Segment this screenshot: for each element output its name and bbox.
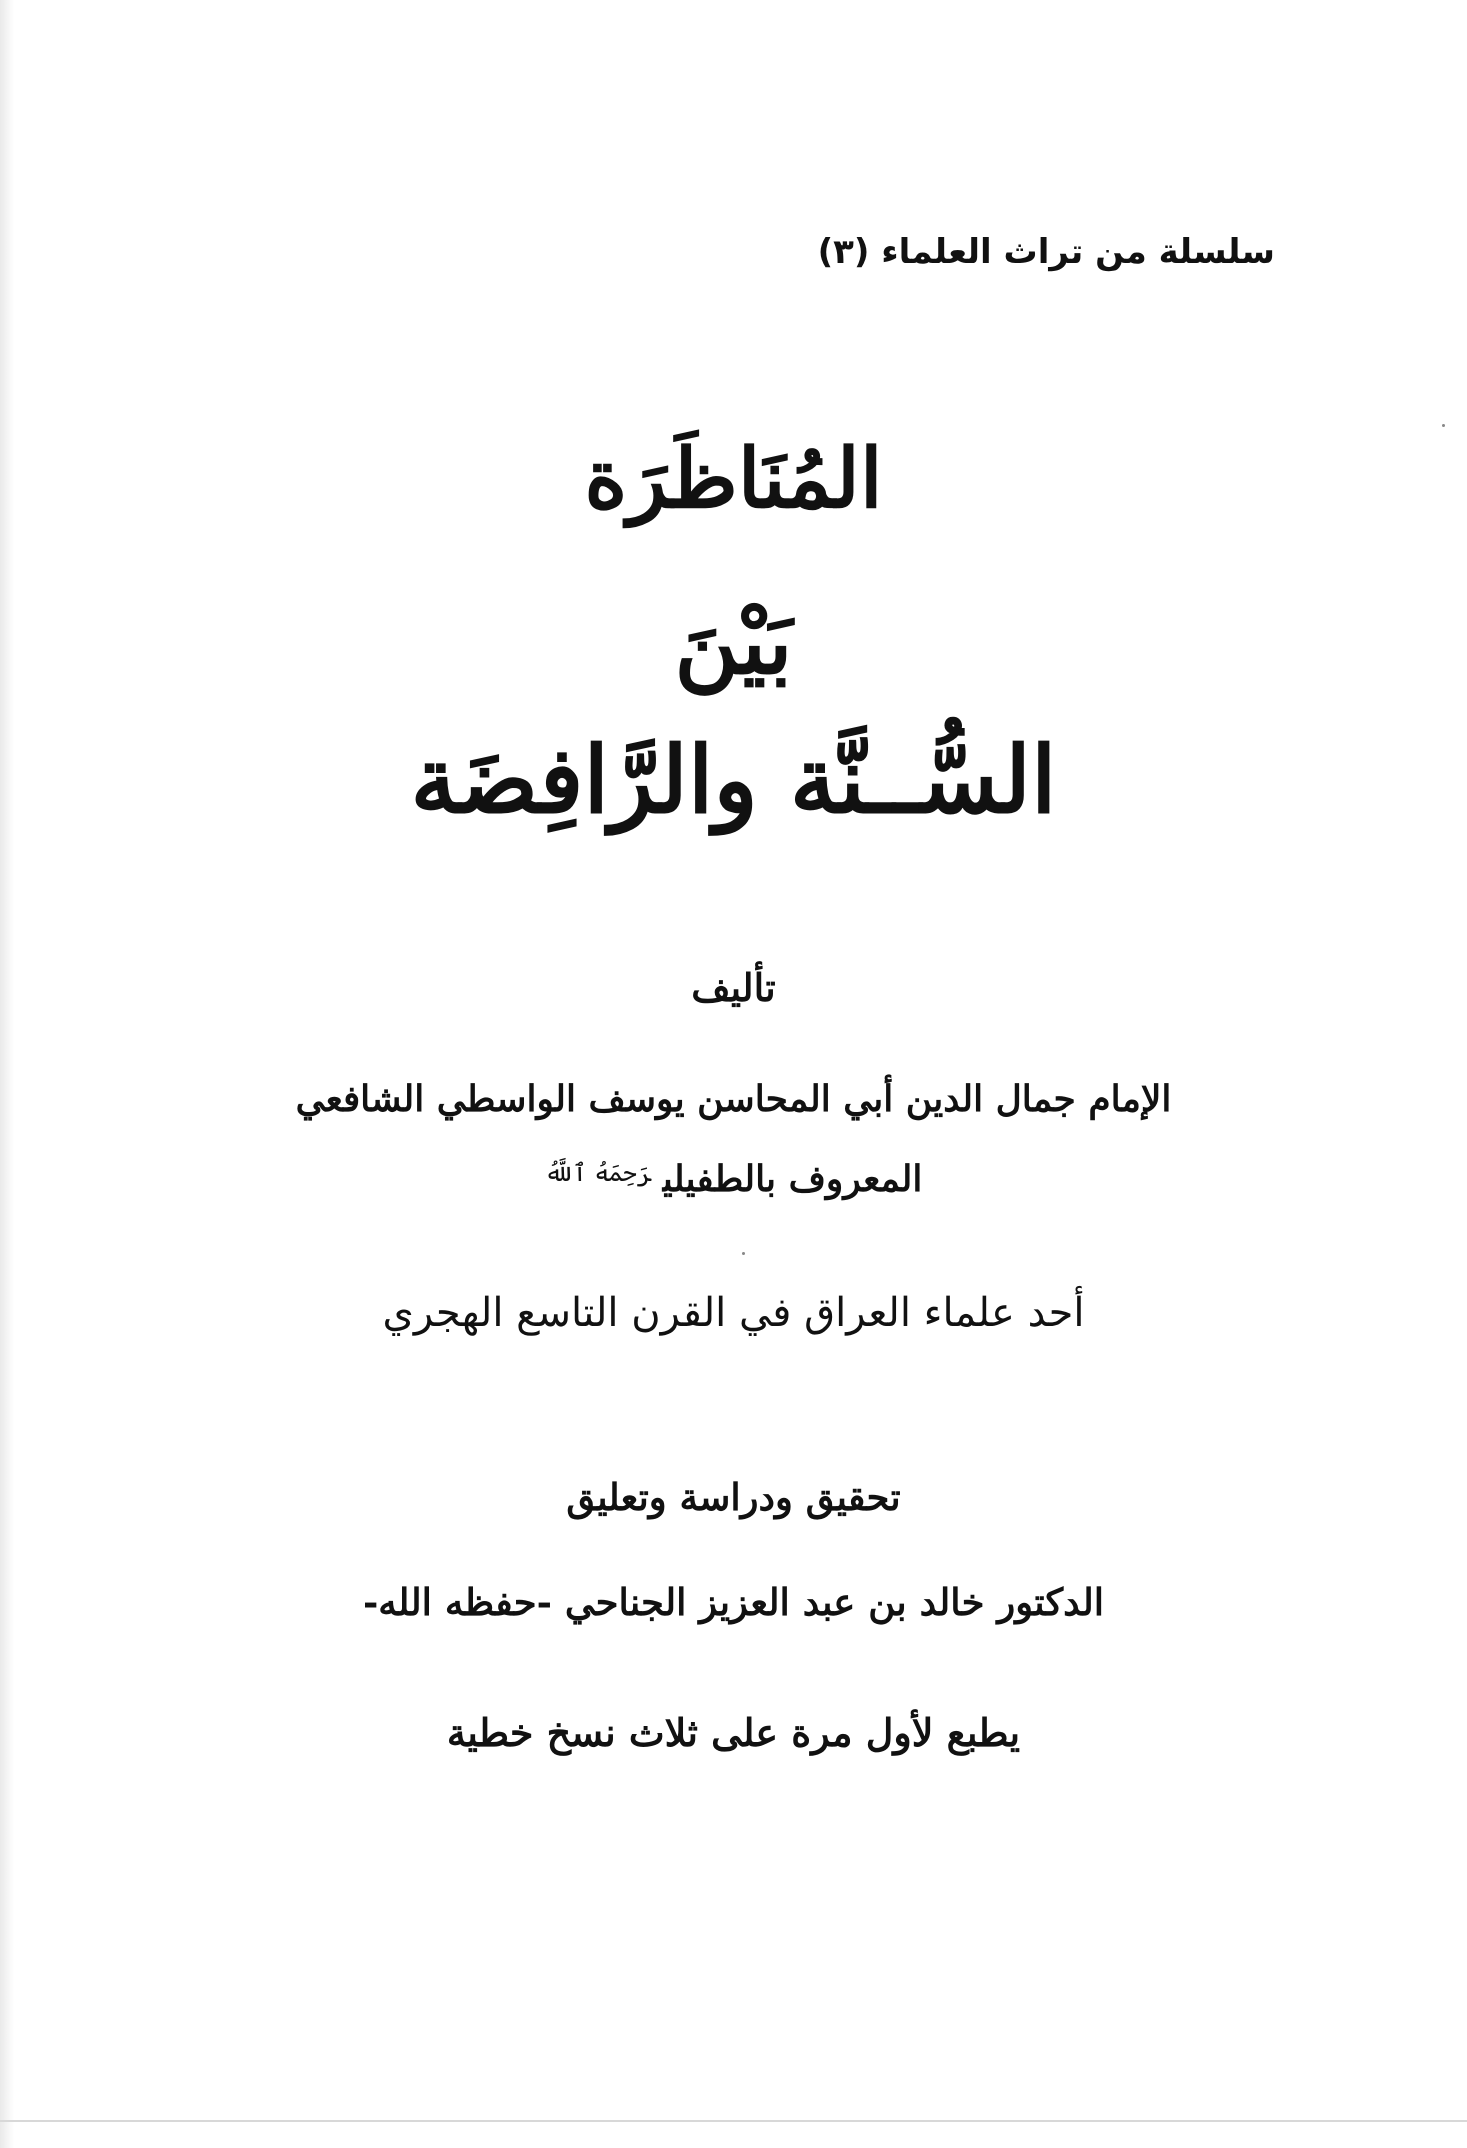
authored-by-label: تأليف bbox=[691, 965, 776, 1010]
book-title-line-2: بَيْنَ bbox=[674, 590, 793, 694]
author-known-as: المعروف بالطفيلي bbox=[662, 1158, 923, 1200]
editor-name: الدكتور خالد بن عبد العزيز الجناحي -حفظه الله- bbox=[362, 1580, 1105, 1624]
editing-label: تحقيق ودراسة وتعليق bbox=[566, 1475, 901, 1519]
author-name-line-2 bbox=[0, 1158, 1467, 1200]
scan-bottom-edge bbox=[0, 2120, 1467, 2122]
series-title: سلسلة من تراث العلماء (٣) bbox=[817, 232, 1275, 272]
scan-speck bbox=[742, 1252, 745, 1255]
honorific-ligature: رَحِمَهُ ٱللَّهُ bbox=[544, 1159, 651, 1187]
scan-speck bbox=[1442, 424, 1445, 427]
edition-note: يطبع لأول مرة على ثلاث نسخ خطية bbox=[446, 1710, 1021, 1755]
book-title-line-1: المُنَاظَرَة bbox=[584, 431, 883, 527]
scan-edge-shadow bbox=[0, 0, 14, 2148]
book-title-line-3: السُّــنَّة والرَّافِضَة bbox=[410, 726, 1057, 834]
author-description: أحد علماء العراق في القرن التاسع الهجري bbox=[382, 1290, 1085, 1336]
author-name-line-1: الإمام جمال الدين أبي المحاسن يوسف الواسطي الشافعي bbox=[295, 1078, 1172, 1120]
